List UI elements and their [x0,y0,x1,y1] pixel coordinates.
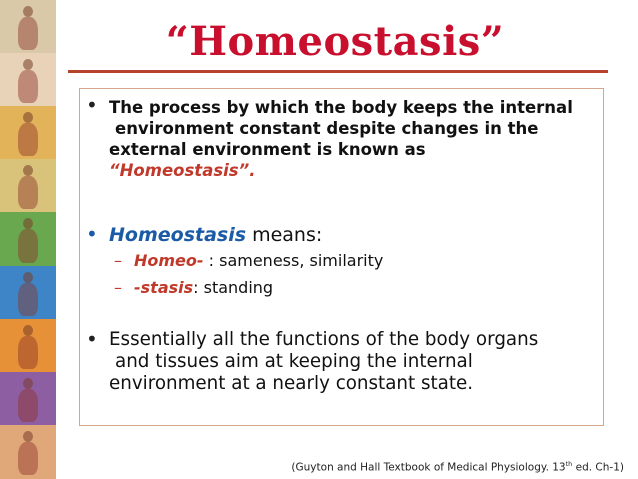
human-figure-icon [15,431,41,476]
body-systems-strip [0,0,56,478]
muscular-system-figure [0,106,56,160]
functions-text [109,329,589,395]
human-figure-icon [15,112,41,157]
digestive-system-figure [0,319,56,373]
skeletal-system-figure [0,0,56,54]
functions-line-1: Essentially all the functions of the body organs [109,329,539,350]
sub-rest: : standing [193,278,274,297]
sub-item-homeo [114,251,383,271]
bullet-icon: • [86,222,98,246]
meaning-text [109,223,589,247]
content-box [79,88,604,426]
sub-term: Homeo- [134,251,204,270]
respiratory-system-figure [0,53,56,107]
functions-line-2: and tissues aim at keeping the internal [115,351,473,372]
definition-line-1: The process by which the body keeps the internal [109,98,573,117]
meaning-term: Homeostasis [109,224,247,246]
bullet-icon: • [86,327,98,351]
sub-item-stasis [114,278,273,298]
citation-sup: th [565,460,573,468]
title-underline [68,70,608,73]
human-figure-icon [15,218,41,263]
lymphatic-system-figure [0,266,56,320]
human-figure-icon [15,165,41,210]
human-figure-icon [15,59,41,104]
human-figure-icon [15,6,41,51]
reproductive-system-figure [0,425,56,479]
endocrine-system-figure [0,372,56,426]
functions-line-3: environment at a nearly constant state. [109,373,474,394]
dash-icon: – [114,251,122,270]
citation-after: ed. Ch-1) [572,461,624,474]
citation [291,460,624,474]
meaning-rest: means: [246,224,323,246]
sub-term: -stasis [134,278,194,297]
circulatory-system-figure [0,212,56,266]
citation-before: (Guyton and Hall Textbook of Medical Physiology. 13 [291,461,566,474]
human-figure-icon [15,325,41,370]
slide-title: “Homeostasis” [165,18,505,65]
bullet-icon: • [86,93,98,117]
definition-emphasis: “Homeostasis”. [109,161,256,180]
human-figure-icon [15,378,41,423]
nervous-system-figure [0,159,56,213]
human-figure-icon [15,272,41,317]
definition-line-3: external environment is known as [109,140,426,159]
sub-rest: : sameness, similarity [203,251,384,270]
definition-line-2: environment constant despite changes in the [115,119,539,138]
definition-text [109,97,599,181]
dash-icon: – [114,278,122,297]
